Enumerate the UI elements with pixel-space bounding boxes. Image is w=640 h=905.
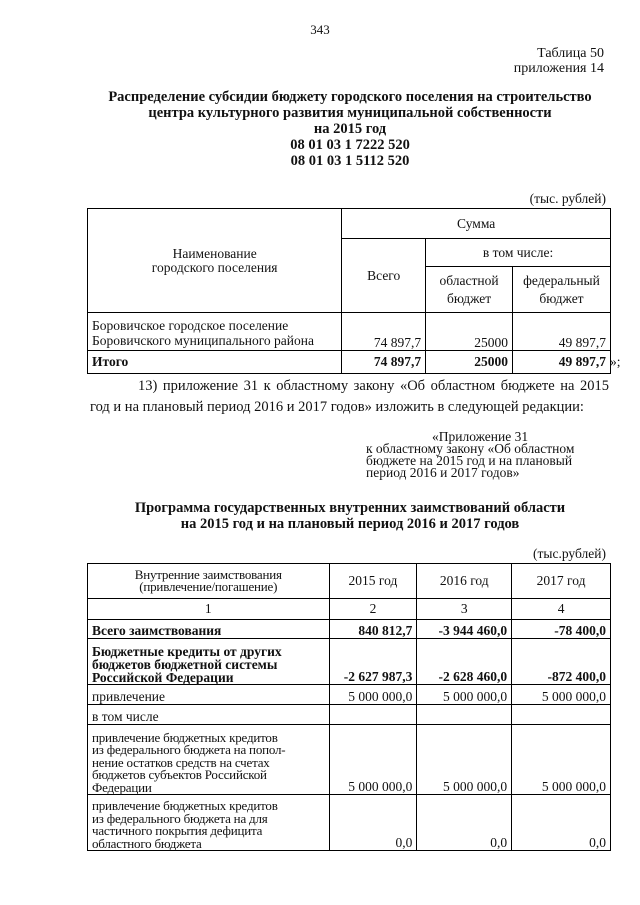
row-2016: 5 000 000,0 [417, 725, 512, 795]
subsidy-total-total: 74 897,7 [342, 351, 426, 374]
borrowing-title-line: на 2015 год и на плановый период 2016 и 2017 годов [180, 516, 520, 532]
subsidy-table [87, 208, 621, 374]
page-number: 343 [310, 22, 330, 37]
amendment-paragraph: 13) приложение 31 к областному закону «Об областном бюджете на 2015 год и на плановый период 2016 и 2017 годов» изложить в следующей редакции: [90, 378, 609, 415]
column-number: 1 [88, 599, 330, 620]
borrowing-header-2017: 2017 год [512, 564, 611, 599]
row-2017: -78 400,0 [512, 620, 611, 639]
borrowing-title-line: Программа государственных внутренних заимствований области [134, 500, 566, 516]
row-name: привлечение бюджетных кредитов из федерального бюджета на для частичного покрытия дефицита областного бюджета [88, 795, 330, 851]
table-row [88, 620, 611, 639]
row-2016 [417, 705, 512, 725]
row-2015: 5 000 000,0 [329, 685, 417, 705]
row-name: Бюджетные кредиты от других бюджетов бюджетной системы Российской Федерации [88, 639, 330, 685]
subsidy-header-including: в том числе: [426, 239, 611, 267]
column-number: 3 [417, 599, 512, 620]
subsidy-title-line: на 2015 год [313, 121, 387, 137]
borrowing-header-name: Внутренние заимствования (привлечение/погашение) [88, 564, 330, 599]
row-name: Всего заимствования [88, 620, 330, 639]
table-row [88, 725, 611, 795]
subsidy-total-federal-cell [513, 351, 621, 374]
row-2017: 0,0 [512, 795, 611, 851]
column-number: 2 [329, 599, 417, 620]
borrowing-title [90, 500, 610, 532]
appendix-reference [366, 431, 616, 479]
subsidy-total-label: Итого [88, 351, 342, 374]
appendix-reference-line: «Приложение 31 [432, 429, 529, 444]
subsidy-title-line: Распределение субсидии бюджету городского поселения на строительство [108, 89, 592, 105]
row-2015: 840 812,7 [329, 620, 417, 639]
row-2016: -2 628 460,0 [417, 639, 512, 685]
subsidy-row-regional: 25000 [426, 313, 513, 351]
table-row [88, 705, 611, 725]
row-2017 [512, 705, 611, 725]
row-2016: 5 000 000,0 [417, 685, 512, 705]
row-2015: 5 000 000,0 [329, 725, 417, 795]
table-reference-line2: приложения 14 [513, 61, 604, 76]
subsidy-row-total: 74 897,7 [342, 313, 426, 351]
row-name: в том числе [88, 705, 330, 725]
subsidy-total-row [88, 351, 611, 374]
table-row [88, 685, 611, 705]
subsidy-title [90, 89, 610, 169]
table-reference [514, 46, 604, 76]
column-number-row [88, 599, 611, 620]
appendix-reference-line: к областному закону «Об областном [366, 441, 575, 456]
table-row [88, 795, 611, 851]
subsidy-title-line: 08 01 03 1 7222 520 [290, 137, 410, 153]
appendix-reference-line: период 2016 и 2017 годов» [366, 465, 520, 480]
row-2016: 0,0 [417, 795, 512, 851]
column-number: 4 [512, 599, 611, 620]
subsidy-title-line: центра культурного развития муниципальной собственности [148, 105, 552, 121]
row-2015: 0,0 [329, 795, 417, 851]
row-2017: 5 000 000,0 [512, 685, 611, 705]
row-2016: -3 944 460,0 [417, 620, 512, 639]
subsidy-title-line: 08 01 03 1 5112 520 [290, 153, 410, 169]
borrowing-header-2015: 2015 год [329, 564, 417, 599]
subsidy-total-suffix: »; [610, 354, 621, 369]
subsidy-header-sum: Сумма [342, 209, 611, 239]
row-name: привлечение [88, 685, 330, 705]
row-name: привлечение бюджетных кредитов из федерального бюджета на попол- нение остатков средств на счетах бюджетов субъектов Российской Федерации [88, 725, 330, 795]
borrowing-units: (тыс.рублей) [533, 546, 606, 561]
row-2015 [329, 705, 417, 725]
subsidy-header-name: Наименование городского поселения [88, 209, 342, 313]
table-reference-line1: Таблица 50 [537, 46, 604, 61]
row-2017: 5 000 000,0 [512, 725, 611, 795]
row-2015: -2 627 987,3 [329, 639, 417, 685]
appendix-reference-line: бюджете на 2015 год и на плановый [366, 453, 573, 468]
borrowing-header-2016: 2016 год [417, 564, 512, 599]
subsidy-header-federal: федеральный бюджет [513, 267, 611, 313]
table-row [88, 639, 611, 685]
subsidy-row [88, 313, 611, 351]
subsidy-units: (тыс. рублей) [529, 191, 606, 206]
subsidy-total-regional: 25000 [426, 351, 513, 374]
row-2017: -872 400,0 [512, 639, 611, 685]
subsidy-row-name: Боровичское городское поселение Боровичского муниципального района [88, 313, 342, 351]
subsidy-header-total: Всего [342, 239, 426, 313]
borrowing-table [87, 563, 611, 851]
subsidy-row-federal: 49 897,7 [513, 313, 611, 351]
subsidy-total-federal: 49 897,7 [558, 354, 606, 369]
subsidy-header-regional: областной бюджет [426, 267, 513, 313]
